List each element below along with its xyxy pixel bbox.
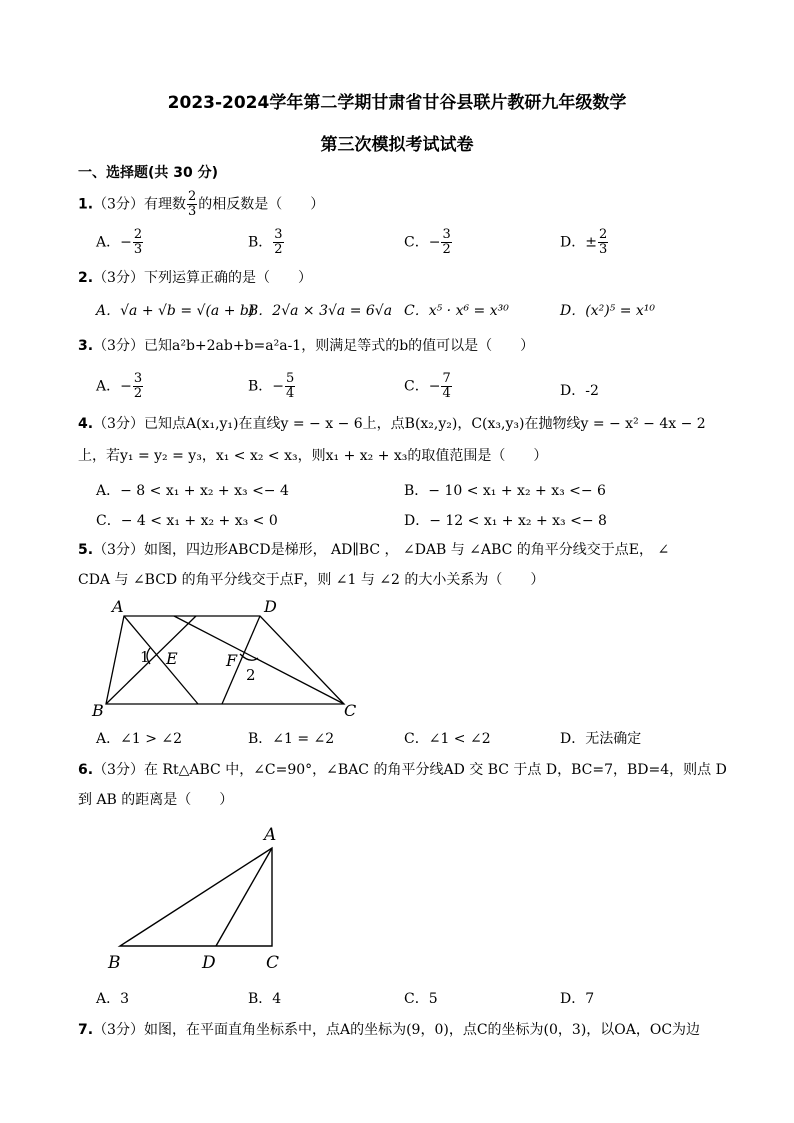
question-text: 有理数 [143, 196, 186, 213]
question-2 [78, 268, 718, 288]
vertex-label-b: B [92, 701, 104, 720]
question-score: （3分） [93, 196, 144, 213]
option-a[interactable]: A．− 8 < x₁ + x₂ + x₃ <− 4 [96, 483, 289, 499]
question-score: （3分） [93, 762, 144, 778]
option-d[interactable]: D．7 [560, 991, 595, 1007]
option-a[interactable]: A．∠1 > ∠2 [96, 731, 183, 747]
option-b[interactable]: B．− 10 < x₁ + x₂ + x₃ <− 6 [404, 483, 606, 499]
vertex-label-d: D [264, 597, 277, 616]
section-heading-choice: 一、选择题(共 30 分) [78, 165, 219, 181]
question-score: （3分） [93, 416, 144, 432]
question-score: （3分） [93, 270, 144, 286]
question-number: 7. [78, 1022, 94, 1038]
question-text: 如图，在平面直角坐标系中，点A的坐标为(9，0)，点C的坐标为(0，3)，以OA，OC为边 [143, 1022, 701, 1038]
option-b[interactable]: B． $\frac{3}{2}$ [248, 227, 283, 257]
vertex-label-c: C [344, 701, 357, 720]
bisector-ad [216, 848, 272, 946]
question-text: 在 Rt△ABC 中，∠C=90°，∠BAC 的角平分线AD 交 BC 于点 D，BC=7，BD=4，则点 D [143, 762, 727, 778]
fraction: $\frac{2}{3}$ [187, 189, 197, 219]
question-number: 6. [78, 762, 94, 778]
question-number: 2. [78, 270, 94, 286]
question-text: 下列运算正确的是（ ） [143, 270, 312, 286]
question-text: 的相反数是（ ） [198, 196, 325, 213]
question-text: 已知a²b+2ab+b=a²a-1，则满足等式的b的值可以是（ ） [143, 338, 535, 354]
option-a[interactable]: A．√a + √b = √(a + b) [96, 303, 255, 319]
question-number: 4. [78, 416, 94, 432]
exam-title-line2: 第三次模拟考试试卷 [320, 135, 474, 155]
option-a[interactable]: A．− $\frac{3}{2}$ [96, 371, 143, 401]
question-number: 1. [78, 196, 94, 213]
option-a[interactable]: A．3 [96, 991, 130, 1007]
option-d[interactable]: D．-2 [560, 383, 599, 399]
angle-label-1: 1 [140, 648, 150, 666]
option-d[interactable]: D．− 12 < x₁ + x₂ + x₃ <− 8 [404, 513, 607, 529]
vertex-label-a: A [112, 597, 124, 616]
option-b[interactable]: B．2√a × 3√a = 6√a [248, 303, 393, 319]
option-d[interactable]: D．± $\frac{2}{3}$ [560, 227, 608, 257]
question-3 [78, 336, 718, 356]
option-c[interactable]: C．∠1 < ∠2 [404, 731, 491, 747]
angle-label-2: 2 [246, 666, 256, 684]
bisector-line [174, 616, 344, 704]
question-4 [78, 414, 718, 434]
question-4-line2: 上，若y₁ = y₂ = y₃，x₁ < x₂ < x₃，则x₁ + x₂ + x₃的取值范围是（ ） [78, 448, 548, 464]
question-number: 5. [78, 542, 94, 558]
vertex-label-a: A [264, 825, 277, 845]
question-7 [78, 1020, 718, 1040]
question-6-line2: 到 AB 的距离是（ ） [78, 792, 234, 808]
option-b[interactable]: B．∠1 = ∠2 [248, 731, 335, 747]
bisector-line [106, 616, 196, 704]
question-score: （3分） [93, 338, 144, 354]
option-b[interactable]: B．− $\frac{5}{4}$ [248, 371, 295, 401]
trapezoid-figure [88, 596, 368, 722]
question-6 [78, 760, 727, 780]
option-b[interactable]: B．4 [248, 991, 282, 1007]
option-c[interactable]: C．− $\frac{3}{2}$ [404, 227, 451, 257]
question-score: （3分） [93, 542, 144, 558]
bisector-line [124, 616, 198, 704]
vertex-label-c: C [266, 953, 280, 973]
point-label-f: F [226, 651, 238, 670]
exam-title-line1: 2023-2024学年第二学期甘肃省甘谷县联片教研九年级数学 [167, 93, 627, 113]
option-d[interactable]: D．无法确定 [560, 731, 642, 747]
option-c[interactable]: C．5 [404, 991, 438, 1007]
question-text: 如图，四边形ABCD是梯形， AD∥BC ， ∠DAB 与 ∠ABC 的角平分线交于点E， ∠ [143, 542, 670, 558]
point-label-e: E [166, 649, 178, 668]
right-triangle-figure [100, 818, 300, 974]
option-d[interactable]: D．(x²)⁵ = x¹⁰ [560, 303, 656, 319]
option-c[interactable]: C．− $\frac{7}{4}$ [404, 371, 451, 401]
question-text: 已知点A(x₁,y₁)在直线y = − x − 6上，点B(x₂,y₂)，C(x₃,y₃)在抛物线y = − x² − 4x − 2 [143, 416, 706, 432]
option-c[interactable]: C．− 4 < x₁ + x₂ + x₃ < 0 [96, 513, 278, 529]
question-5-line2: CDA 与 ∠BCD 的角平分线交于点F，则 ∠1 与 ∠2 的大小关系为（ ） [78, 572, 545, 588]
question-5 [78, 540, 718, 560]
option-a[interactable]: A．− $\frac{2}{3}$ [96, 227, 143, 257]
question-1 [78, 190, 718, 219]
option-c[interactable]: C．x⁵ · x⁶ = x³⁰ [404, 303, 509, 319]
point-label-d: D [202, 953, 216, 973]
question-score: （3分） [93, 1022, 144, 1038]
question-number: 3. [78, 338, 94, 354]
triangle-outline [120, 848, 272, 946]
vertex-label-b: B [108, 953, 121, 973]
